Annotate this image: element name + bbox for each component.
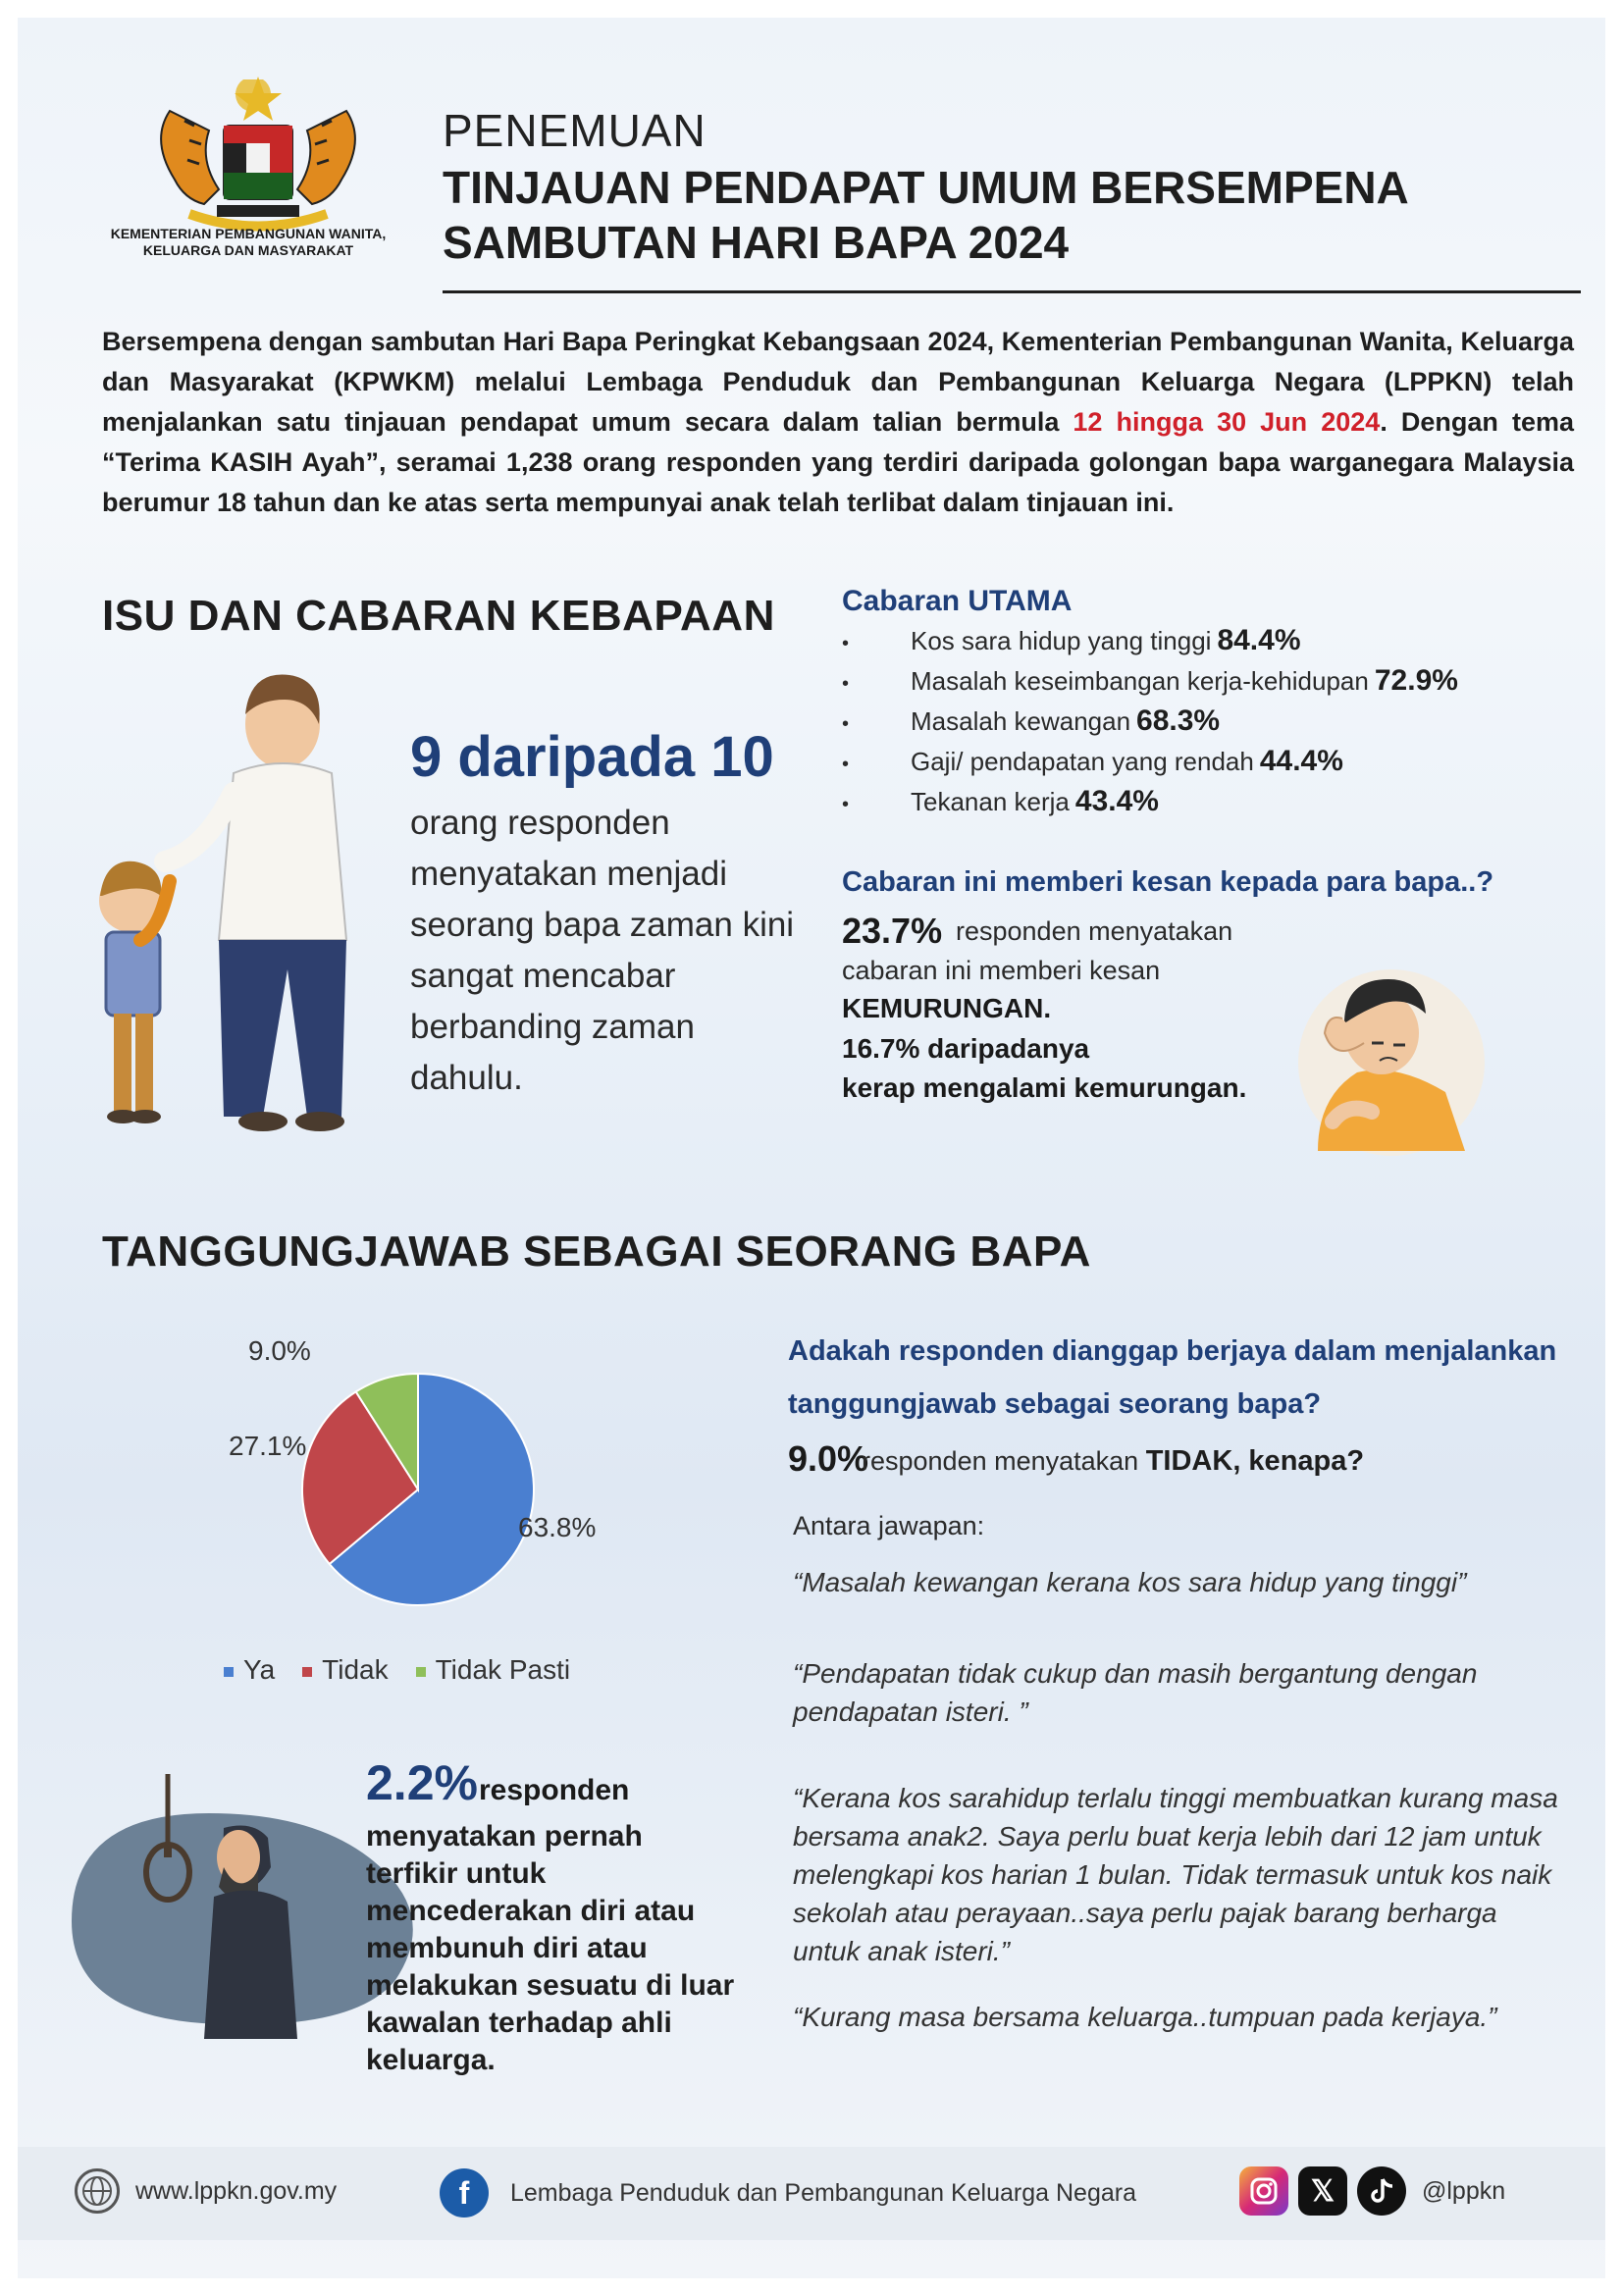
- big-stat-description: orang responden menyatakan menjadi seorang bapa zaman kini sangat mencabar berbanding zaman dahulu.: [410, 804, 795, 1097]
- legend-swatch: [302, 1667, 312, 1677]
- no-response-pct: 9.0%: [788, 1438, 869, 1479]
- ministry-line-2: KELUARGA DAN MASYARAKAT: [142, 242, 354, 258]
- challenge-item: • Kos sara hidup yang tinggi 84.4%: [842, 624, 1301, 656]
- effect-question: Cabaran ini memberi kesan kepada para bapa..?: [842, 866, 1494, 898]
- legend-item: [224, 1654, 275, 1686]
- self-harm-label: responden: [479, 1774, 630, 1806]
- facebook-text: Lembaga Penduduk dan Pembangunan Keluarga Negara: [510, 2178, 1136, 2207]
- legend-swatch: [224, 1667, 234, 1677]
- pie-data-label: 63.8%: [518, 1512, 597, 1542]
- page-title: [443, 160, 1581, 270]
- social-links: [1239, 2166, 1505, 2216]
- responsibility-heading: TANGGUNGJAWAB SEBAGAI SEORANG BAPA: [102, 1227, 1091, 1276]
- coat-of-arms-logo: [131, 72, 386, 248]
- title-line-2: SAMBUTAN HARI BAPA 2024: [443, 217, 1070, 268]
- effect-text-2: cabaran ini memberi kesan: [842, 956, 1161, 985]
- challenge-label: Masalah kewangan: [911, 706, 1131, 736]
- challenge-pct: 72.9%: [1374, 664, 1458, 697]
- answer-quote: “Masalah kewangan kerana kos sara hidup yang tinggi”: [793, 1567, 1467, 1597]
- answers-heading: Antara jawapan:: [793, 1511, 985, 1540]
- self-harm-description: menyatakan pernah terfikir untuk mencederakan diri atau membunuh diri atau melakukan sesuatu di luar kawalan terhadap ahli keluarga.: [366, 1820, 735, 2076]
- stressed-man-illustration: [1274, 955, 1509, 1151]
- challenge-item: • Tekanan kerja 43.4%: [842, 785, 1159, 817]
- self-harm-pct: 2.2%: [366, 1755, 478, 1810]
- challenge-pct: 44.4%: [1259, 745, 1343, 777]
- legend-swatch: [416, 1667, 426, 1677]
- responsibility-pie-chart: [229, 1332, 636, 1627]
- challenge-label: Kos sara hidup yang tinggi: [911, 626, 1212, 655]
- no-response-text-plain: responden menyatakan: [862, 1446, 1139, 1476]
- footer: [18, 2147, 1605, 2240]
- facebook-link[interactable]: [440, 2168, 1136, 2218]
- intro-dates: 12 hingga 30 Jun 2024: [1073, 407, 1381, 437]
- no-response-text-bold: TIDAK, kenapa?: [1145, 1445, 1365, 1477]
- big-stat: 9 daripada 10: [410, 725, 774, 789]
- effect-text-5: kerap mengalami kemurungan.: [842, 1072, 1247, 1103]
- intro-paragraph: [102, 322, 1574, 523]
- title-line-1: TINJAUAN PENDAPAT UMUM BERSEMPENA: [443, 162, 1409, 213]
- globe-icon: [75, 2168, 120, 2214]
- legend-label: Tidak Pasti: [435, 1654, 571, 1685]
- father-child-illustration: [86, 665, 381, 1136]
- legend-label: Tidak: [322, 1654, 389, 1685]
- effect-text-4: 16.7% daripadanya: [842, 1033, 1090, 1064]
- answer-quote: “Kurang masa bersama keluarga..tumpuan pada kerjaya.”: [793, 2002, 1497, 2032]
- ministry-name: [86, 226, 410, 259]
- instagram-icon[interactable]: [1239, 2166, 1288, 2216]
- intro-text-2: . Dengan tema “Terima KASIH Ayah”, seramai 1,238 orang responden yang terdiri daripada golongan bapa warganegara Malaysia berumur 18 tahun dan ke atas serta mempunyai anak telah terlibat dalam tinjauan ini.: [102, 407, 1574, 517]
- intro-text-1: Bersempena dengan sambutan Hari Bapa Peringkat Kebangsaan 2024, Kementerian Pembangunan Wanita, Keluarga dan Masyarakat (KPWKM) melalui Lembaga Penduduk dan Pembangunan Keluarga Negara (LPPKN) telah menjalankan satu tinjauan pendapat umum secara dalam talian bermula: [102, 327, 1574, 437]
- challenge-pct: 43.4%: [1074, 785, 1159, 817]
- challenge-label: Masalah keseimbangan kerja-kehidupan: [911, 666, 1369, 696]
- challenge-label: Tekanan kerja: [911, 787, 1070, 816]
- challenge-item: • Gaji/ pendapatan yang rendah 44.4%: [842, 745, 1343, 777]
- effect-text-1: responden menyatakan: [956, 916, 1233, 946]
- challenges-list: [842, 624, 1588, 825]
- pie-legend: [224, 1654, 570, 1686]
- challenge-pct: 68.3%: [1136, 704, 1221, 737]
- title-divider: [443, 290, 1581, 293]
- challenge-item: • Masalah kewangan 68.3%: [842, 704, 1221, 737]
- answer-quote: “Kerana kos sarahidup terlalu tinggi membuatkan kurang masa bersama anak2. Saya perlu buat kerja lebih dari 12 jam untuk melengkapi kos harian 1 bulan. Tidak termasuk untuk kos naik sekolah atau perayaan..saya perlu pajak barang berharga untuk anak isteri.”: [793, 1783, 1558, 1966]
- effect-text-3: KEMURUNGAN.: [842, 993, 1052, 1023]
- pie-data-label: 9.0%: [248, 1335, 311, 1366]
- social-handle: @lppkn: [1422, 2176, 1506, 2205]
- website-link[interactable]: [75, 2168, 337, 2214]
- legend-label: Ya: [243, 1654, 276, 1685]
- challenge-item: • Masalah keseimbangan kerja-kehidupan 72.9%: [842, 664, 1458, 697]
- challenge-pct: 84.4%: [1217, 624, 1301, 656]
- legend-item: [302, 1654, 388, 1686]
- ministry-line-1: KEMENTERIAN PEMBANGUNAN WANITA,: [110, 226, 387, 241]
- legend-item: [416, 1654, 570, 1686]
- effect-pct: 23.7%: [842, 911, 943, 951]
- title-kicker: PENEMUAN: [443, 105, 707, 156]
- answer-quote: “Pendapatan tidak cukup dan masih bergantung dengan pendapatan isteri. ”: [793, 1658, 1478, 1727]
- website-text: www.lppkn.gov.my: [135, 2176, 338, 2205]
- issues-heading: ISU DAN CABARAN KEBAPAAN: [102, 592, 775, 640]
- challenge-label: Gaji/ pendapatan yang rendah: [911, 747, 1254, 776]
- challenges-heading: Cabaran UTAMA: [842, 585, 1073, 617]
- facebook-icon: f: [440, 2168, 489, 2218]
- pie-data-label: 27.1%: [229, 1431, 307, 1461]
- tiktok-icon[interactable]: [1357, 2166, 1406, 2216]
- no-response-text: [862, 1445, 1364, 1478]
- x-twitter-icon[interactable]: 𝕏: [1298, 2166, 1347, 2216]
- responsibility-question: Adakah responden dianggap berjaya dalam menjalankan tanggungjawab sebagai seorang bapa?: [788, 1335, 1557, 1420]
- infographic-page: [18, 18, 1605, 2278]
